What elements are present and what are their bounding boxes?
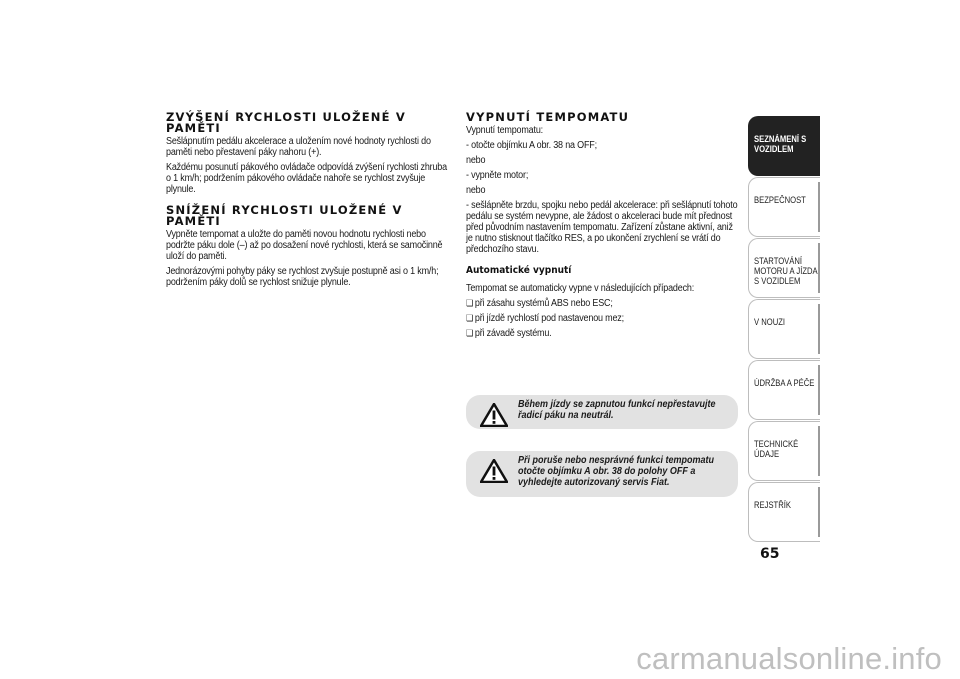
page-number: 65: [760, 546, 780, 562]
tab-label: SEZNÁMENÍ S VOZIDLEM: [754, 134, 807, 154]
paragraph: nebo: [466, 155, 486, 166]
tab-label: BEZPEČNOST: [754, 195, 806, 205]
warning-box: [466, 395, 738, 429]
heading-speed-increase: ZVÝŠENÍ RYCHLOSTI ULOŽENÉ V PAMĚTI: [166, 110, 406, 135]
tab-technicke-udaje[interactable]: [748, 421, 820, 481]
heading-speed-decrease: SNÍŽENÍ RYCHLOSTI ULOŽENÉ V PAMĚTI: [166, 203, 403, 228]
paragraph: Jednorázovými pohyby páky se rychlost zvyšuje postupně asi o 1 km/h; podržením páky dolů se rychlost snižuje plynule.: [166, 266, 439, 288]
subheading-auto-off: Automatické vypnutí: [466, 265, 572, 276]
list-item: ❏ při zásahu systémů ABS nebo ESC;: [466, 298, 740, 309]
warning-text: Při poruše nebo nesprávné funkci tempomatu otočte objímku A obr. 38 do polohy OFF a vyhledejte autorizovaný servis Fiat.: [518, 455, 715, 488]
paragraph: - vypněte motor;: [466, 170, 529, 181]
tab-label: TECHNICKÉ ÚDAJE: [754, 439, 799, 459]
chapter-tabs: [748, 116, 820, 543]
paragraph: nebo: [466, 185, 486, 196]
tab-label: ÚDRŽBA A PÉČE: [754, 378, 815, 388]
paragraph: - otočte objímku A obr. 38 na OFF;: [466, 140, 597, 151]
left-column: [166, 112, 452, 292]
paragraph: - sešlápněte brzdu, spojku nebo pedál akcelerace: při sešlápnutí tohoto pedálu se systém nevypne, ale žádost o akceleraci bude mít přednost před původním nastavením tempomatu. Zařízení zůstane aktivní, aniž je nutno stisknout tlačítko RES, a po ukončení zrychlení se vrátí do předchozího stavu.: [466, 200, 738, 255]
middle-column: [466, 112, 740, 343]
warning-box: [466, 451, 738, 497]
heading-cruise-off: VYPNUTÍ TEMPOMATU: [466, 110, 630, 124]
tab-v-nouzi[interactable]: [748, 299, 820, 359]
tab-label: STARTOVÁNÍ MOTORU A JÍZDA S VOZIDLEM: [754, 256, 818, 286]
paragraph: Každému posunutí pákového ovládače odpovídá zvýšení rychlosti zhruba o 1 km/h; podržením pákového ovládače nahoře se rychlost zvyšuje plynule.: [166, 162, 447, 195]
paragraph: Tempomat se automaticky vypne v následujících případech:: [466, 283, 695, 294]
tab-label: REJSTŘÍK: [754, 500, 791, 510]
tab-seznameni-s-vozidlem[interactable]: [748, 116, 820, 176]
tab-udrzba[interactable]: [748, 360, 820, 420]
warning-text: Během jízdy se zapnutou funkcí nepřestavujte řadicí páku na neutrál.: [518, 399, 716, 421]
paragraph: Vypněte tempomat a uložte do paměti novou hodnotu rychlosti nebo podržte páku dole (–) až po dosažení nové rychlosti, která se samočinně uloží do paměti.: [166, 229, 443, 262]
tab-label: V NOUZI: [754, 317, 786, 327]
tab-rejstrik[interactable]: [748, 482, 820, 542]
tab-startovani[interactable]: [748, 238, 820, 298]
paragraph: Vypnutí tempomatu:: [466, 125, 543, 136]
warning-icon: [480, 459, 508, 483]
watermark: carmanualsonline.info: [636, 641, 942, 676]
list-item: ❏ při závadě systému.: [466, 328, 740, 339]
tab-bezpecnost[interactable]: [748, 177, 820, 237]
list-item: ❏ při jízdě rychlostí pod nastavenou mez;: [466, 313, 740, 324]
paragraph: Sešlápnutím pedálu akcelerace a uložením nové hodnoty rychlosti do paměti nebo přestavení páky nahoru (+).: [166, 136, 431, 158]
warning-icon: [480, 403, 508, 427]
